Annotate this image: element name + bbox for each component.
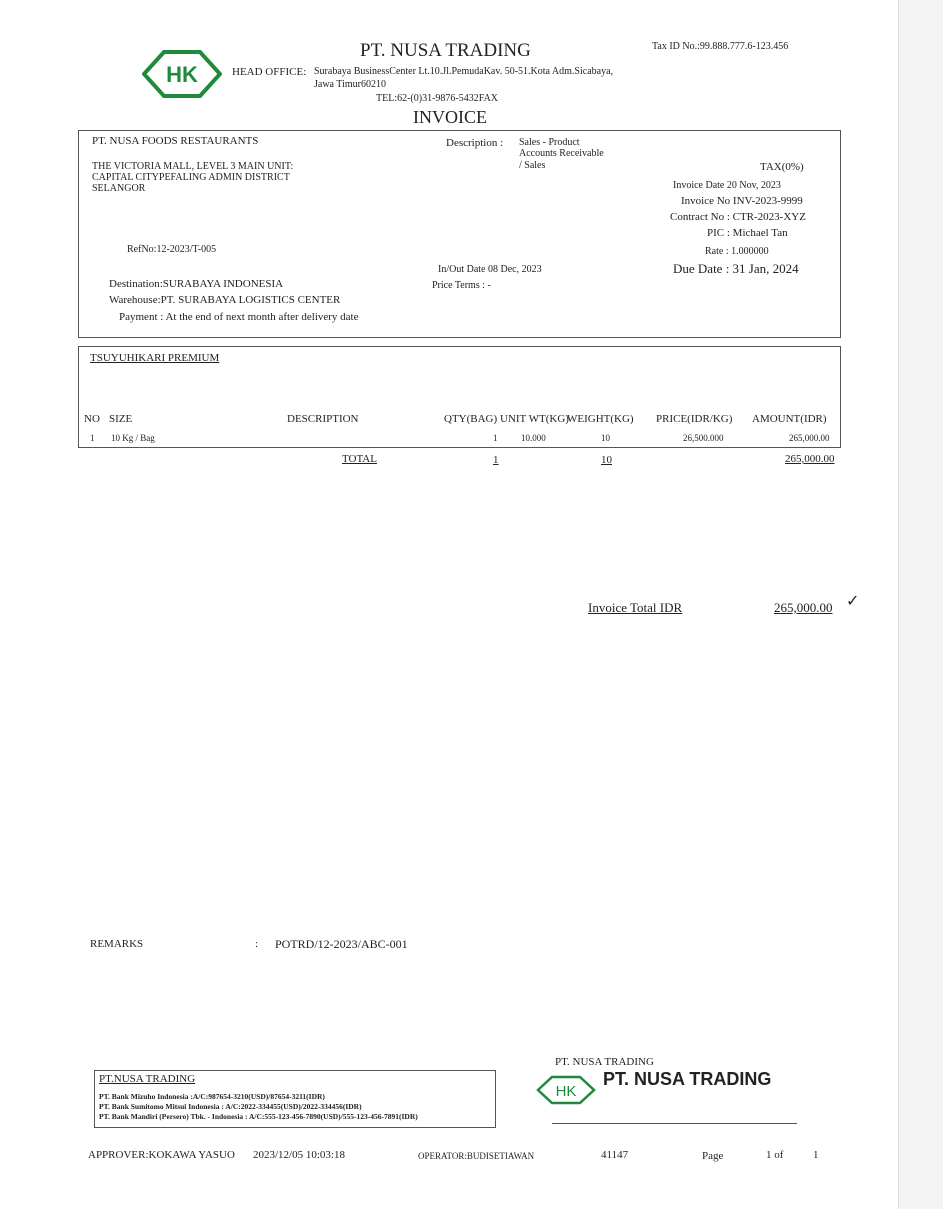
- customer-addr3: SELANGOR: [92, 183, 146, 194]
- row-no: 1: [90, 433, 95, 443]
- destination: Destination:SURABAYA INDONESIA: [109, 278, 284, 290]
- bank-line1: PT. Bank Mizuho Indonesia :A/C:987654-3210(USD)/87654-3211(IDR): [99, 1092, 325, 1101]
- row-price: 26,500.000: [683, 433, 724, 443]
- signature-company-big: PT. NUSA TRADING: [603, 1069, 772, 1089]
- warehouse: Warehouse:PT. SURABAYA LOGISTICS CENTER: [109, 294, 341, 306]
- company-name: PT. NUSA TRADING: [360, 40, 531, 61]
- tax-rate: TAX(0%): [760, 161, 804, 173]
- invoice-total-value: 265,000.00: [774, 600, 833, 615]
- remarks-label: REMARKS: [90, 938, 144, 950]
- head-office-label: HEAD OFFICE:: [232, 66, 307, 78]
- remarks-value: POTRD/12-2023/ABC-001: [275, 937, 408, 951]
- tel: TEL:62-(0)31-9876-5432FAX: [376, 93, 499, 104]
- address-line2: Jawa Timur60210: [314, 79, 386, 90]
- inout-date: In/Out Date 08 Dec, 2023: [438, 264, 542, 275]
- price-terms: Price Terms : -: [432, 280, 491, 291]
- description-line1: Sales - Product: [519, 137, 580, 148]
- rate: Rate : 1.000000: [705, 246, 769, 257]
- col-description: DESCRIPTION: [287, 413, 359, 425]
- col-unit-wt: UNIT WT(KG): [500, 413, 569, 425]
- approver: APPROVER:KOKAWA YASUO: [88, 1149, 235, 1161]
- product-name: TSUYUHIKARI PREMIUM: [90, 352, 220, 364]
- invoice-total-label: Invoice Total IDR: [588, 600, 683, 615]
- page-label: Page: [702, 1150, 724, 1162]
- invoice-date: Invoice Date 20 Nov, 2023: [673, 180, 781, 191]
- pic: PIC : Michael Tan: [707, 227, 788, 239]
- row-qty: 1: [493, 433, 498, 443]
- invoice-no: Invoice No INV-2023-9999: [681, 195, 803, 207]
- address-line1: Surabaya BusinessCenter Lt.10.Jl.PemudaKav. 50-51.Kota Adm.Sicabaya,: [314, 66, 614, 77]
- check-mark-icon: ✓: [846, 593, 860, 610]
- col-qty: QTY(BAG): [444, 413, 498, 425]
- signature-logo-text: HK: [555, 1083, 577, 1100]
- col-price: PRICE(IDR/KG): [656, 413, 733, 425]
- customer-addr2: CAPITAL CITYPEFALING ADMIN DISTRICT: [92, 172, 290, 183]
- contract-no: Contract No : CTR-2023-XYZ: [670, 211, 806, 223]
- col-weight: WEIGHT(KG): [567, 413, 634, 425]
- remarks-separator: :: [255, 938, 259, 950]
- signature-logo: [536, 1074, 596, 1106]
- signature-line: [552, 1123, 797, 1124]
- row-unit-wt: 10.000: [521, 433, 546, 443]
- col-no: NO: [84, 413, 100, 425]
- customer-addr1: THE VICTORIA MALL, LEVEL 3 MAIN UNIT:: [92, 161, 294, 172]
- operator: OPERATOR:BUDISETIAWAN: [418, 1151, 535, 1161]
- col-size: SIZE: [109, 413, 133, 425]
- tax-id: Tax ID No.:99.888.777.6-123.456: [652, 41, 789, 52]
- total-amount: 265,000.00: [785, 453, 835, 465]
- row-size: 10 Kg / Bag: [111, 433, 155, 443]
- row-weight: 10: [601, 433, 610, 443]
- total-weight: 10: [601, 454, 612, 466]
- page-of: 1 of: [766, 1149, 784, 1161]
- customer-name: PT. NUSA FOODS RESTAURANTS: [92, 135, 259, 147]
- due-date: Due Date : 31 Jan, 2024: [673, 261, 799, 276]
- signature-company-small: PT. NUSA TRADING: [555, 1056, 654, 1068]
- col-amount: AMOUNT(IDR): [752, 413, 827, 425]
- footer-code: 41147: [601, 1149, 629, 1161]
- bank-title: PT.NUSA TRADING: [99, 1073, 196, 1085]
- total-label: TOTAL: [342, 453, 377, 465]
- doc-title: INVOICE: [413, 107, 487, 127]
- company-logo: [142, 49, 222, 99]
- timestamp: 2023/12/05 10:03:18: [253, 1149, 345, 1161]
- page-total: 1: [813, 1149, 819, 1161]
- logo-text: HK: [166, 62, 198, 87]
- description-label: Description :: [446, 137, 504, 149]
- bank-line3: PT. Bank Mandiri (Persero) Tbk. - Indonesia : A/C:555-123-456-7890(USD)/555-123-456-7891(IDR): [99, 1112, 418, 1121]
- description-line3: / Sales: [519, 160, 546, 171]
- description-line2: Accounts Receivable: [519, 148, 604, 159]
- payment-terms: Payment : At the end of next month after delivery date: [119, 311, 359, 323]
- row-amount: 265,000.00: [789, 433, 830, 443]
- total-qty: 1: [493, 454, 499, 466]
- ref-no: RefNo:12-2023/T-005: [127, 244, 217, 255]
- bank-line2: PT. Bank Sumitomo Mitsui Indonesia : A/C:2022-334455(USD)/2022-334456(IDR): [99, 1102, 362, 1111]
